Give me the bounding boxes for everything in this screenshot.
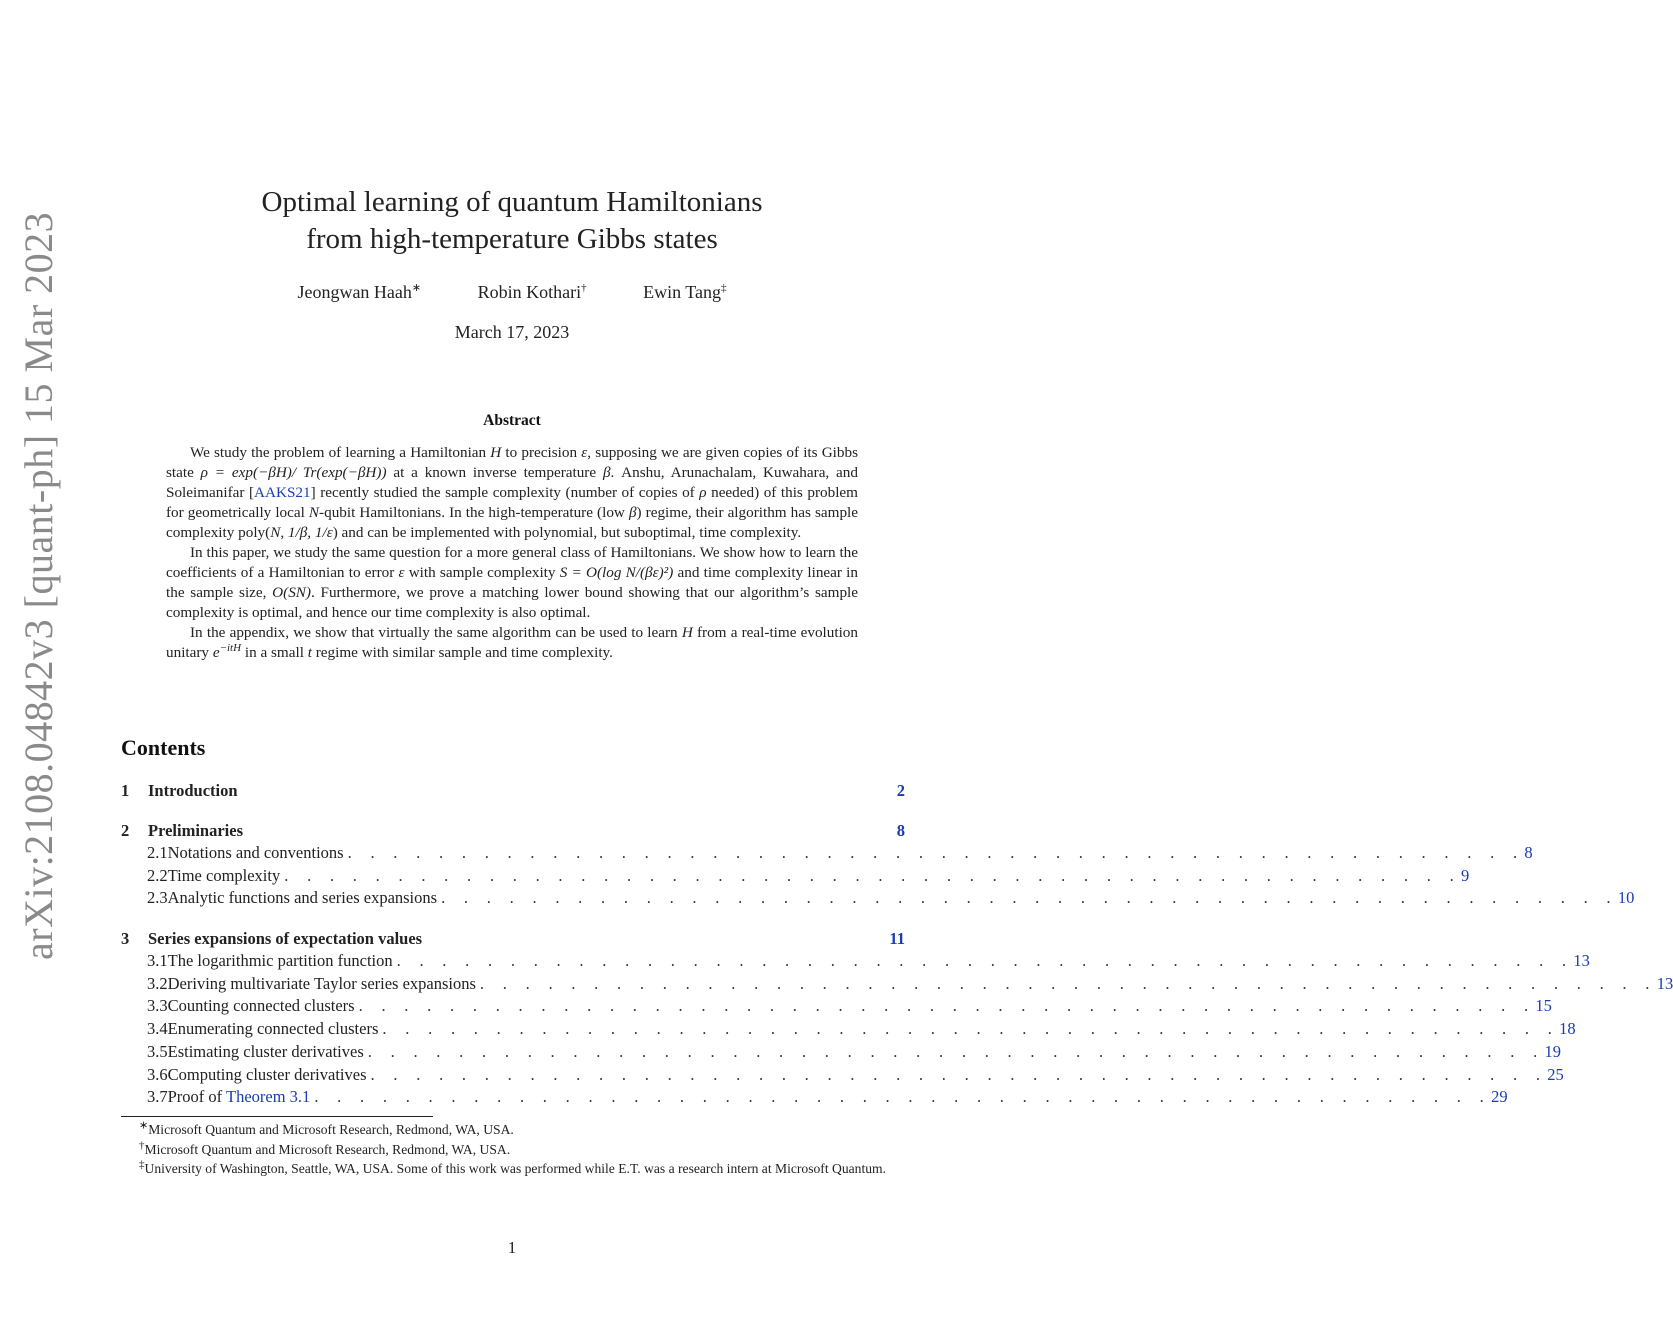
footnote-2: †Microsoft Quantum and Microsoft Research, Redmond, WA, USA. xyxy=(139,1138,511,1157)
toc-subsection-3-1[interactable]: 3.1 The logarithmic partition function . . . . . . . . . . . . . . . . . . . . . . . . . . . . . . . . . . . . . . . . . . . . . . . . . . . . 13 xyxy=(121,950,905,973)
arxiv-identifier: arXiv:2108.04842v3 [quant-ph] 15 Mar 2023 xyxy=(16,211,61,960)
toc-subsection-2-1[interactable]: 2.1 Notations and conventions . . . . . . . . . . . . . . . . . . . . . . . . . . . . . . . . . . . . . . . . . . . . . . . . . . . . 8 xyxy=(121,842,905,865)
toc-subsection-2-2[interactable]: 2.2 Time complexity . . . . . . . . . . . . . . . . . . . . . . . . . . . . . . . . . . . . . . . . . . . . . . . . . . . . 9 xyxy=(121,865,905,888)
toc-page-link[interactable]: 25 xyxy=(1547,1064,1564,1084)
abstract-paragraph-1: We study the problem of learning a Hamiltonian H to precision ε, supposing we are given copies of its Gibbs state ρ = exp(−βH)/ Tr(exp(−βH)) at a known inverse temperature β. Anshu, Arunachalam, Kuwahara, and Soleimanifar [AAKS21] recently studied the sample complexity (number of copies of ρ needed) of this problem for geometrically local N-qubit Hamiltonians. In the high-temperature (low β) regime, their algorithm has sample complexity poly(N, 1/β, 1/ε) and can be implemented with polynomial, but suboptimal, time complexity. xyxy=(166,444,859,541)
citation-aaks21[interactable]: AAKS21 xyxy=(254,484,311,501)
author-list xyxy=(0,282,1024,303)
toc-subsection-3-7[interactable]: 3.7 Proof of Theorem 3.1 . . . . . . . . . . . . . . . . . . . . . . . . . . . . . . . . . . . . . . . . . . . . . . . . . . . . 29 xyxy=(121,1086,905,1109)
toc-page-link[interactable]: 13 xyxy=(1573,951,1590,971)
toc-section-2[interactable]: 2 Preliminaries 8 xyxy=(121,821,905,840)
toc-page-link[interactable]: 10 xyxy=(1617,888,1635,908)
toc-page-link[interactable]: 11 xyxy=(889,929,905,949)
toc-page-link[interactable]: 15 xyxy=(1535,996,1552,1016)
title-line-2: from high-temperature Gibbs states xyxy=(306,223,718,255)
toc-subsection-3-5[interactable]: 3.5 Estimating cluster derivatives . . . . . . . . . . . . . . . . . . . . . . . . . . . . . . . . . . . . . . . . . . . . . . . . . . . . 19 xyxy=(121,1041,905,1064)
table-of-contents xyxy=(121,780,1673,1109)
toc-subsection-3-4[interactable]: 3.4 Enumerating connected clusters . . . . . . . . . . . . . . . . . . . . . . . . . . . . . . . . . . . . . . . . . . . . . . . . . . . . 18 xyxy=(121,1018,905,1041)
title-line-1: Optimal learning of quantum Hamiltonians xyxy=(261,186,763,218)
toc-subsection-3-6[interactable]: 3.6 Computing cluster derivatives . . . . . . . . . . . . . . . . . . . . . . . . . . . . . . . . . . . . . . . . . . . . . . . . . . . . 25 xyxy=(121,1064,905,1087)
contents-heading: Contents xyxy=(121,735,206,760)
footnote-rule xyxy=(121,1116,433,1117)
toc-subsection-3-3[interactable]: 3.3 Counting connected clusters . . . . . . . . . . . . . . . . . . . . . . . . . . . . . . . . . . . . . . . . . . . . . . . . . . . . 15 xyxy=(121,995,905,1018)
toc-subsection-2-3[interactable]: 2.3 Analytic functions and series expansions . . . . . . . . . . . . . . . . . . . . . . . . . . . . . . . . . . . . . . . . . . . . . . . . . . . . 10 xyxy=(121,887,905,910)
paper-title xyxy=(0,184,1024,258)
abstract-heading: Abstract xyxy=(483,412,541,429)
footnote-1: ∗Microsoft Quantum and Microsoft Research, Redmond, WA, USA. xyxy=(139,1119,514,1137)
toc-section-1[interactable]: 1 Introduction 2 xyxy=(121,781,905,800)
theorem-3-1-link[interactable]: Theorem 3.1 xyxy=(226,1087,311,1107)
toc-page-link[interactable]: 2 xyxy=(896,781,905,800)
abstract-paragraph-3: In the appendix, we show that virtually the same algorithm can be used to learn H from a real-time evolution unitary $e^{-itH}$ in a small t regime with similar sample and time complexity. xyxy=(166,624,858,661)
footnote-3: ‡University of Washington, Seattle, WA, USA. Some of this work was performed while E.T. was a research intern at Microsoft Quantum. xyxy=(139,1158,886,1176)
toc-section-3[interactable]: 3 Series expansions of expectation values 11 xyxy=(121,929,905,949)
abstract-paragraph-2: In this paper, we study the same question for a more general class of Hamiltonians. We show how to learn the coefficients of a Hamiltonian to error ε with sample complexity S = O(log N/(βε)²) and time complexity linear in the sample size, O(SN). Furthermore, we prove a matching lower bound showing that our algorithm’s sample complexity is optimal, and hence our time complexity is also optimal. xyxy=(166,544,859,621)
toc-page-link[interactable]: 19 xyxy=(1544,1041,1562,1061)
toc-page-link[interactable]: 18 xyxy=(1559,1019,1576,1039)
toc-subsection-3-2[interactable]: 3.2 Deriving multivariate Taylor series expansions . . . . . . . . . . . . . . . . . . . . . . . . . . . . . . . . . . . . . . . . . . . . . . . . . . . . 13 xyxy=(121,973,905,996)
toc-page-link[interactable]: 29 xyxy=(1491,1087,1508,1107)
author-kothari: Robin Kothari† xyxy=(477,282,587,302)
toc-page-link[interactable]: 9 xyxy=(1461,865,1470,885)
footnotes xyxy=(121,1120,905,1179)
toc-page-link[interactable]: 13 xyxy=(1656,973,1673,993)
page-number: 1 xyxy=(507,1238,517,1257)
paper-date: March 17, 2023 xyxy=(454,322,570,342)
author-tang: Ewin Tang‡ xyxy=(643,282,727,302)
toc-page-link[interactable]: 8 xyxy=(1524,843,1533,862)
abstract-body xyxy=(166,443,858,663)
author-haah: Jeongwan Haah∗ xyxy=(297,282,422,302)
toc-page-link[interactable]: 8 xyxy=(896,821,905,840)
